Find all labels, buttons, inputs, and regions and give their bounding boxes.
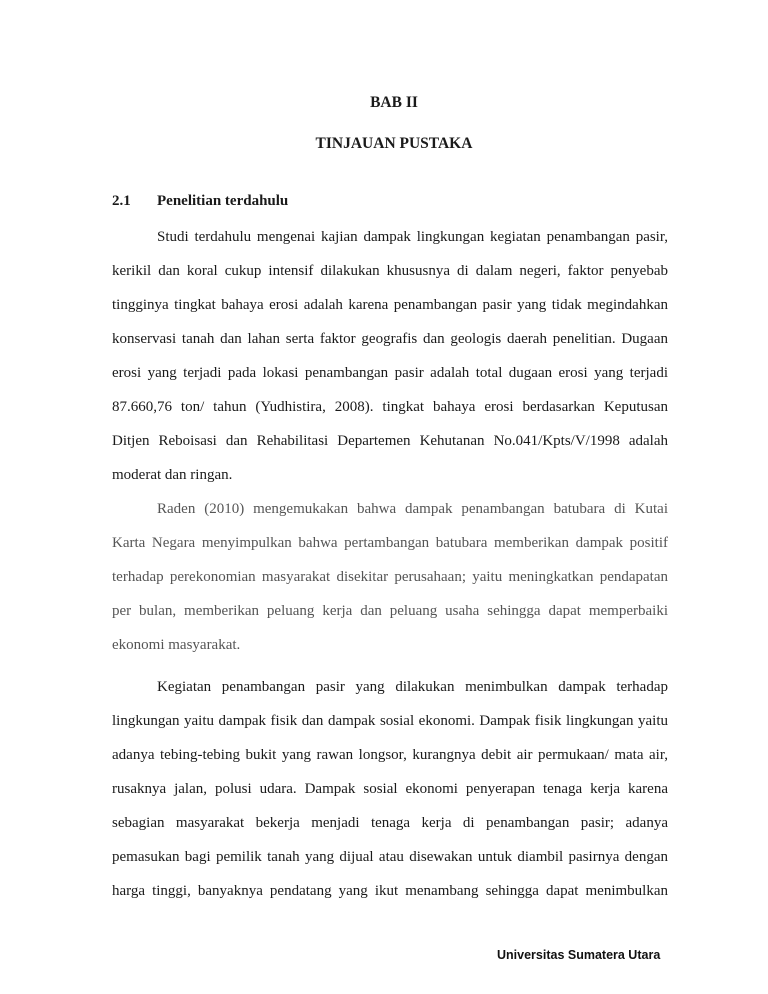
paragraph-line: erosi yang terjadi pada lokasi penambangan pasir adalah total dugaan erosi yang terjadi <box>112 365 668 381</box>
section-title: Penelitian terdahulu <box>157 193 289 209</box>
paragraph-line: Raden (2010) mengemukakan bahwa dampak penambangan batubara di Kutai <box>157 501 668 517</box>
chapter-title: TINJAUAN PUSTAKA <box>315 135 473 152</box>
paragraph-line: Kegiatan penambangan pasir yang dilakukan menimbulkan dampak terhadap <box>157 679 668 695</box>
paragraph-line: adanya tebing-tebing bukit yang rawan longsor, kurangnya debit air permukaan/ mata air, <box>112 747 668 763</box>
paragraph-line: ekonomi masyarakat. <box>112 637 241 653</box>
section-heading <box>112 193 288 210</box>
paragraph-line: moderat dan ringan. <box>112 467 233 483</box>
paragraph-line: konservasi tanah dan lahan serta faktor geografis dan geologis daerah penelitian. Dugaan <box>112 331 668 347</box>
paragraph-line: rusaknya jalan, polusi udara. Dampak sosial ekonomi penyerapan tenaga kerja karena <box>112 781 668 797</box>
paragraph-line: Ditjen Reboisasi dan Rehabilitasi Departemen Kehutanan No.041/Kpts/V/1998 adalah <box>112 433 668 449</box>
paragraph-line: sebagian masyarakat bekerja menjadi tenaga kerja di penambangan pasir; adanya <box>112 815 668 831</box>
footer-institution: Universitas Sumatera Utara <box>497 948 661 962</box>
paragraph-line: harga tinggi, banyaknya pendatang yang ikut menambang sehingga dapat menimbulkan <box>112 883 668 899</box>
paragraph-line: Karta Negara menyimpulkan bahwa pertambangan batubara memberikan dampak positif <box>112 535 668 551</box>
chapter-heading: BAB II <box>370 94 418 111</box>
section-number: 2.1 <box>112 193 131 209</box>
paragraph-line: per bulan, memberikan peluang kerja dan peluang usaha sehingga dapat memperbaiki <box>112 603 668 619</box>
paragraph-line: lingkungan yaitu dampak fisik dan dampak sosial ekonomi. Dampak fisik lingkungan yaitu <box>112 713 668 729</box>
paragraph-line: 87.660,76 ton/ tahun (Yudhistira, 2008). tingkat bahaya erosi berdasarkan Keputusan <box>112 399 668 415</box>
paragraph-line: kerikil dan koral cukup intensif dilakukan khususnya di dalam negeri, faktor penyebab <box>112 263 668 279</box>
paragraph-line: Studi terdahulu mengenai kajian dampak lingkungan kegiatan penambangan pasir, <box>157 229 668 245</box>
paragraph-line: tingginya tingkat bahaya erosi adalah karena penambangan pasir yang tidak megindahkan <box>112 297 668 313</box>
paragraph-line: pemasukan bagi pemilik tanah yang dijual atau disewakan untuk diambil pasirnya dengan <box>112 849 668 865</box>
paragraph-line: terhadap perekonomian masyarakat disekitar perusahaan; yaitu meningkatkan pendapatan <box>112 569 668 585</box>
